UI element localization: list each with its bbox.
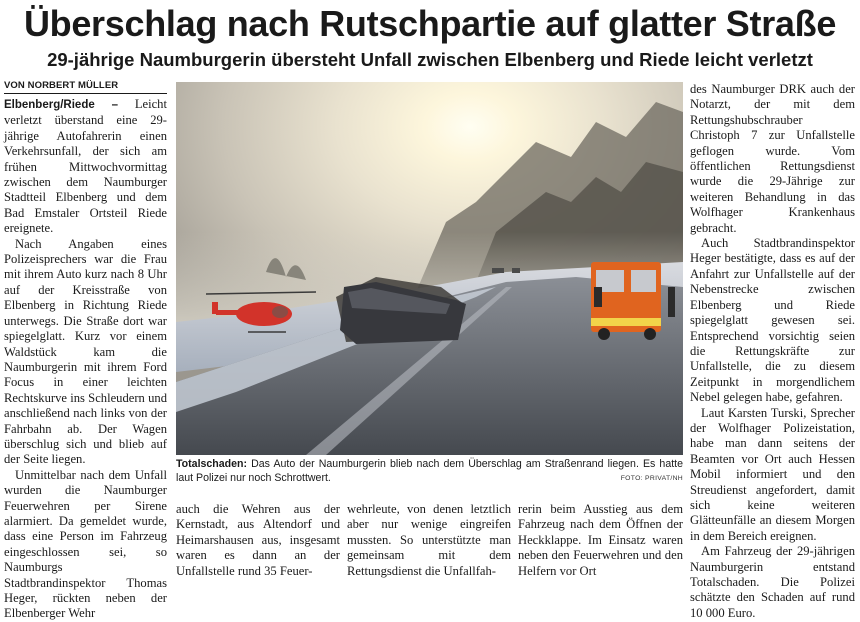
headline: Überschlag nach Rutschpartie auf glatter Straße xyxy=(23,3,837,44)
article-column-right xyxy=(690,82,855,620)
paragraph-1-text: Leicht verletzt überstand eine 29-jährige Autofahrerin einen Verkehrsunfall, der sich am frühen Mittwochvormittag zwischen dem Naumburger Stadtteil Elbenberg und dem Bad Emstaler Ortsteil Riede ereignete. xyxy=(4,97,167,236)
caption-text: Das Auto der Naumburgerin blieb nach dem Überschlag am Straßenrand liegen. Es hatte laut Polizei nur noch Schrottwert. xyxy=(176,458,683,484)
dateline: Elbenberg/Riede – xyxy=(4,99,118,111)
article-subcolumn-1 xyxy=(176,502,340,578)
accident-photo-image xyxy=(176,82,683,455)
article-column-1 xyxy=(4,97,167,621)
right-paragraph-3: Laut Karsten Turski, Sprecher der Wolfhager Polizeistation, habe man dann seitens der Beamten vor Ort auch Hessen Mobil informiert und den Streudienst angefordert, damit sich keine weiteren Glätteunfälle an diesem Morgen in dem Bereich ereignen. xyxy=(690,405,855,543)
caption-lead: Totalschaden: xyxy=(176,458,248,470)
subcolumn-3-text: rerin beim Ausstieg aus dem Fahrzeug nach dem Öffnen der Heckklappe. Im Einsatz waren neben den Feuerwehren und den Helfern vor Ort xyxy=(518,502,683,578)
subcolumn-2-text: wehrleute, von denen letztlich aber nur wenige eingreifen mussten. So unterstützte man gemeinsam mit dem Rettungsdienst die Unfallfah- xyxy=(347,502,511,578)
paragraph-3: Unmittelbar nach dem Unfall wurden die Naumburger Feuerwehren per Sirene alarmiert. Da gemeldet wurde, dass eine Person im Fahrzeug eingeschlossen sei, so Naumburgs Stadtbrandinspektor Thomas Heger, rückten neben der Elbenberger Wehr xyxy=(4,467,167,621)
right-paragraph-4: Am Fahrzeug der 29-jährigen Naumburgerin entstand Totalschaden. Die Polizei schätzte den Schaden auf rund 10 000 Euro. xyxy=(690,544,855,620)
paragraph-2: Nach Angaben eines Polizeisprechers war die Frau mit ihrem Auto kurz nach 8 Uhr auf der Kreisstraße von Elbenberg in Richtung Riede unterwegs. Die Straße dort war spiegelglatt. Kurz vor einem Waldstück kam die Naumburgerin mit ihrem Ford Focus in einer leichten Rechtskurve ins Schleudern und anschließend nach links von der Fahrbahn ab. Der Wagen überschlug sich und blieb auf der Seite liegen. xyxy=(4,236,167,467)
article-subcolumn-3 xyxy=(518,502,683,578)
subheadline: 29-jährige Naumburgerin übersteht Unfall zwischen Elbenberg und Riede leicht verletzt xyxy=(47,49,813,70)
subcolumn-1-text: auch die Wehren aus der Kernstadt, aus Altendorf und Heimarshausen aus, insgesamt waren es dann an der Unfallstelle rund 35 Feuer- xyxy=(176,502,340,578)
paragraph-1 xyxy=(4,97,167,237)
article-subcolumn-2 xyxy=(347,502,511,578)
photo-caption xyxy=(176,458,683,485)
byline: VON NORBERT MÜLLER xyxy=(4,80,167,94)
right-paragraph-1: des Naumburger DRK auch der Notarzt, der mit dem Rettungshubschrauber Christoph 7 zur Unfallstelle geflogen wurde. Vom öffentlichen Rettungsdienst wurde die 29-Jährige zur weiteren Behandlung in das Wolfhager Krankenhaus gebracht. xyxy=(690,82,855,235)
accident-photo xyxy=(176,82,683,455)
photo-credit: FOTO: PRIVAT/NH xyxy=(617,472,683,486)
right-paragraph-2: Auch Stadtbrandinspektor Heger bestätigte, dass es auf der Anfahrt zur Unfallstelle auf der Nebenstrecke zwischen Elbenberg und Riede spiegelglatt gewesen sei. Entsprechend vorsichtig seien die Rettungskräfte zur Unfallstelle, die zu diesem Zeitpunkt in morgendlichem Nebel gelegen habe, gefahren. xyxy=(690,236,855,405)
